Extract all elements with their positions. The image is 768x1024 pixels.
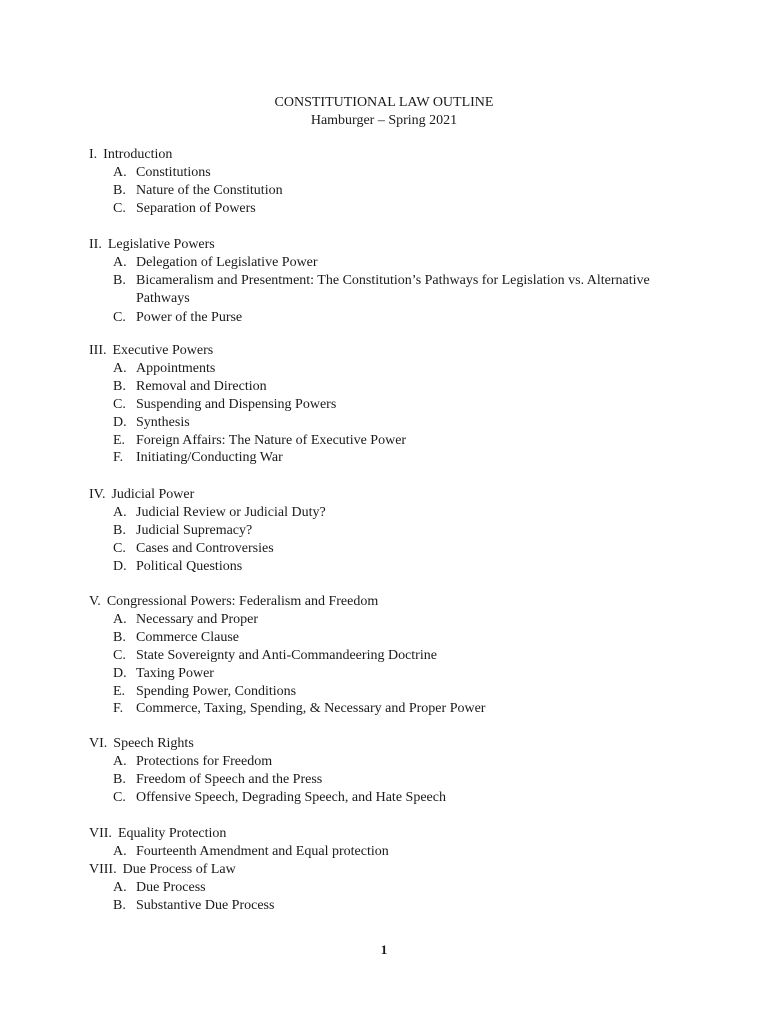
- outline-item: [113, 789, 673, 807]
- item-text: Nature of the Constitution: [136, 182, 283, 198]
- item-text: Constitutions: [136, 164, 211, 180]
- item-letter: A.: [113, 843, 127, 859]
- item-letter: C.: [113, 396, 126, 412]
- outline-item: [113, 629, 673, 647]
- outline-item: [113, 522, 673, 540]
- item-letter: B.: [113, 629, 126, 645]
- item-text: Commerce Clause: [136, 629, 240, 645]
- item-text: Delegation of Legislative Power: [136, 254, 318, 270]
- item-text: Bicameralism and Presentment: The Constitution’s Pathways for Legislation vs. Alternative Pathways: [136, 272, 650, 306]
- item-text: Separation of Powers: [136, 200, 256, 216]
- section-heading: [89, 735, 194, 753]
- item-text: Removal and Direction: [136, 378, 267, 394]
- item-letter: D.: [113, 558, 127, 574]
- outline-item: [113, 700, 673, 718]
- item-text: Judicial Supremacy?: [136, 522, 253, 538]
- item-letter: C.: [113, 309, 126, 325]
- item-text: Commerce, Taxing, Spending, & Necessary and Proper Power: [136, 701, 486, 717]
- item-letter: F.: [113, 450, 124, 466]
- section-heading: [89, 236, 215, 254]
- item-text: Spending Power, Conditions: [136, 683, 297, 699]
- item-letter: D.: [113, 414, 127, 430]
- outline-item: [113, 558, 673, 576]
- item-letter: C.: [113, 647, 126, 663]
- item-text: Due Process: [136, 879, 206, 895]
- outline-item: [113, 449, 673, 467]
- item-text: Suspending and Dispensing Powers: [136, 396, 337, 412]
- item-letter: C.: [113, 540, 126, 556]
- item-letter: D.: [113, 665, 127, 681]
- section-number: IV.: [89, 487, 106, 502]
- section-number: VII.: [89, 826, 112, 841]
- item-text: Substantive Due Process: [136, 897, 275, 913]
- item-letter: C.: [113, 200, 126, 216]
- outline-item: [113, 897, 673, 915]
- section-heading: [89, 861, 236, 879]
- item-text: Taxing Power: [136, 665, 214, 681]
- section-title: Executive Powers: [112, 343, 214, 358]
- section-title: Legislative Powers: [107, 237, 215, 252]
- item-text: Power of the Purse: [136, 309, 243, 325]
- section-title: Due Process of Law: [122, 862, 236, 877]
- item-text: Political Questions: [136, 558, 243, 574]
- outline-item: [113, 683, 673, 701]
- item-text: Fourteenth Amendment and Equal protection: [136, 843, 389, 859]
- item-letter: B.: [113, 182, 126, 198]
- section-title: Speech Rights: [113, 736, 194, 751]
- item-letter: E.: [113, 683, 126, 699]
- item-letter: B.: [113, 771, 126, 787]
- item-text: State Sovereignty and Anti-Commandeering Doctrine: [136, 647, 437, 663]
- section-title: Equality Protection: [117, 826, 227, 841]
- outline-item: [113, 309, 673, 327]
- section-title: Introduction: [103, 147, 173, 162]
- section-number: VI.: [89, 736, 108, 751]
- item-letter: A.: [113, 879, 127, 895]
- section-heading: [89, 342, 213, 360]
- document-subtitle: Hamburger – Spring 2021: [310, 113, 458, 128]
- section-number: III.: [89, 343, 107, 358]
- outline-item: [113, 611, 673, 629]
- outline-item: [113, 665, 673, 683]
- item-letter: B.: [113, 272, 126, 288]
- item-text: Cases and Controversies: [136, 540, 274, 556]
- item-letter: A.: [113, 360, 127, 376]
- outline-item: [113, 272, 673, 308]
- outline-item: [113, 843, 673, 861]
- section-number: II.: [89, 237, 102, 252]
- item-text: Synthesis: [136, 414, 190, 430]
- section-heading: [89, 593, 378, 611]
- section-title: Judicial Power: [111, 487, 195, 502]
- item-text: Freedom of Speech and the Press: [136, 771, 323, 787]
- item-text: Appointments: [136, 360, 216, 376]
- item-letter: A.: [113, 254, 127, 270]
- document-title: CONSTITUTIONAL LAW OUTLINE: [274, 95, 494, 110]
- section-heading: [89, 486, 194, 504]
- section-title: Congressional Powers: Federalism and Freedom: [106, 594, 379, 609]
- item-letter: C.: [113, 789, 126, 805]
- item-letter: B.: [113, 522, 126, 538]
- section-heading: [89, 146, 172, 164]
- section-heading: [89, 825, 226, 843]
- item-letter: A.: [113, 164, 127, 180]
- outline-item: [113, 879, 673, 897]
- item-text: Foreign Affairs: The Nature of Executive Power: [136, 432, 407, 448]
- item-text: Offensive Speech, Degrading Speech, and Hate Speech: [136, 789, 446, 805]
- section-number: I.: [89, 147, 98, 162]
- outline-item: [113, 396, 673, 414]
- outline-item: [113, 771, 673, 789]
- outline-item: [113, 254, 673, 272]
- item-letter: F.: [113, 701, 124, 717]
- outline-item: [113, 200, 673, 218]
- outline-item: [113, 414, 673, 432]
- document-header: [0, 94, 768, 130]
- outline-item: [113, 432, 673, 450]
- item-letter: B.: [113, 897, 126, 913]
- outline-item: [113, 647, 673, 665]
- item-letter: A.: [113, 611, 127, 627]
- item-letter: E.: [113, 432, 126, 448]
- outline-item: [113, 378, 673, 396]
- outline-item: [113, 360, 673, 378]
- item-text: Judicial Review or Judicial Duty?: [136, 504, 326, 520]
- item-letter: A.: [113, 504, 127, 520]
- section-number: V.: [89, 594, 101, 609]
- outline-item: [113, 504, 673, 522]
- outline-item: [113, 540, 673, 558]
- item-letter: A.: [113, 753, 127, 769]
- outline-item: [113, 182, 673, 200]
- outline-item: [113, 753, 673, 771]
- item-text: Protections for Freedom: [136, 753, 273, 769]
- item-text: Initiating/Conducting War: [136, 450, 283, 466]
- outline-item: [113, 164, 673, 182]
- section-number: VIII.: [89, 862, 117, 877]
- item-text: Necessary and Proper: [136, 611, 259, 627]
- item-letter: B.: [113, 378, 126, 394]
- page-number: 1: [380, 942, 388, 957]
